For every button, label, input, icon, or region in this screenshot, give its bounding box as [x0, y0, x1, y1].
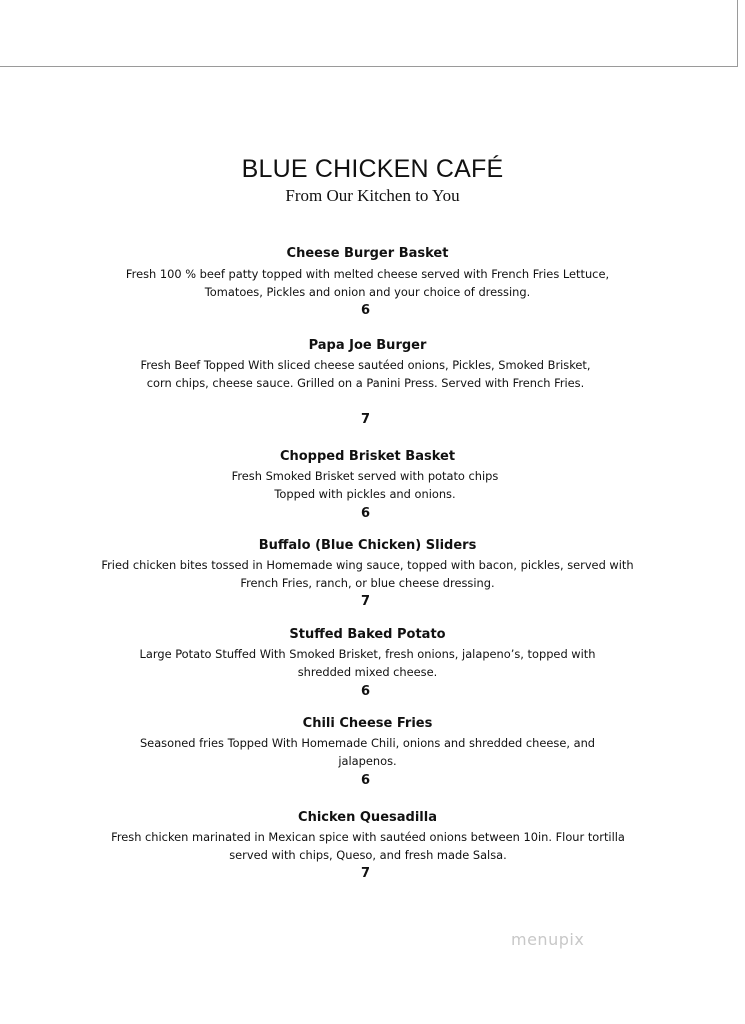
menu-item-description: Seasoned fries Topped With Homemade Chili, onions and shredded cheese, and jalapenos. — [139, 736, 596, 768]
menu-item-description: Fried chicken bites tossed in Homemade wing sauce, topped with bacon, pickles, served with French Fries, ranch, or blue cheese dressing. — [101, 558, 634, 590]
cafe-subtitle: From Our Kitchen to You — [285, 186, 460, 205]
menu-item-description: Fresh Beef Topped With sliced cheese sautéed onions, Pickles, Smoked Brisket, corn chips, cheese sauce. Grilled on a Panini Press. Served with French Fries. — [140, 358, 591, 390]
page-edge-line — [0, 66, 737, 67]
menu-item-price: 7 — [360, 594, 371, 609]
menu-item-name: Chili Cheese Fries — [302, 716, 433, 731]
menu-item-name: Papa Joe Burger — [308, 338, 427, 353]
watermark-logo: menupix — [511, 930, 585, 949]
menu-item-name: Buffalo (Blue Chicken) Sliders — [258, 538, 477, 553]
cafe-title: BLUE CHICKEN CAFÉ — [241, 155, 504, 183]
menu-item-name: Cheese Burger Basket — [286, 246, 449, 261]
menu-item-name: Chopped Brisket Basket — [279, 449, 456, 464]
menu-item-description: Fresh chicken marinated in Mexican spice with sautéed onions between 10in. Flour tortilla served with chips, Queso, and fresh made Salsa. — [111, 830, 625, 862]
menu-item-description: Fresh Smoked Brisket served with potato chips Topped with pickles and onions. — [231, 469, 499, 501]
menu-item-price: 6 — [360, 506, 371, 521]
menu-item-name: Chicken Quesadilla — [298, 810, 437, 825]
menu-item-price: 7 — [360, 412, 371, 427]
menu-item-description: Large Potato Stuffed With Smoked Brisket, fresh onions, jalapeno’s, topped with shredded mixed cheese. — [139, 647, 596, 679]
menu-item-price: 6 — [360, 773, 371, 788]
menu-item-price: 6 — [360, 684, 371, 699]
menu-item-description: Fresh 100 % beef patty topped with melted cheese served with French Fries Lettuce, Tomatoes, Pickles and onion and your choice of dressing. — [125, 267, 610, 299]
menu-item-price: 7 — [360, 866, 371, 881]
page-edge-line-vertical — [737, 0, 738, 67]
menu-item-name: Stuffed Baked Potato — [289, 627, 446, 642]
menu-item-price: 6 — [360, 303, 371, 318]
